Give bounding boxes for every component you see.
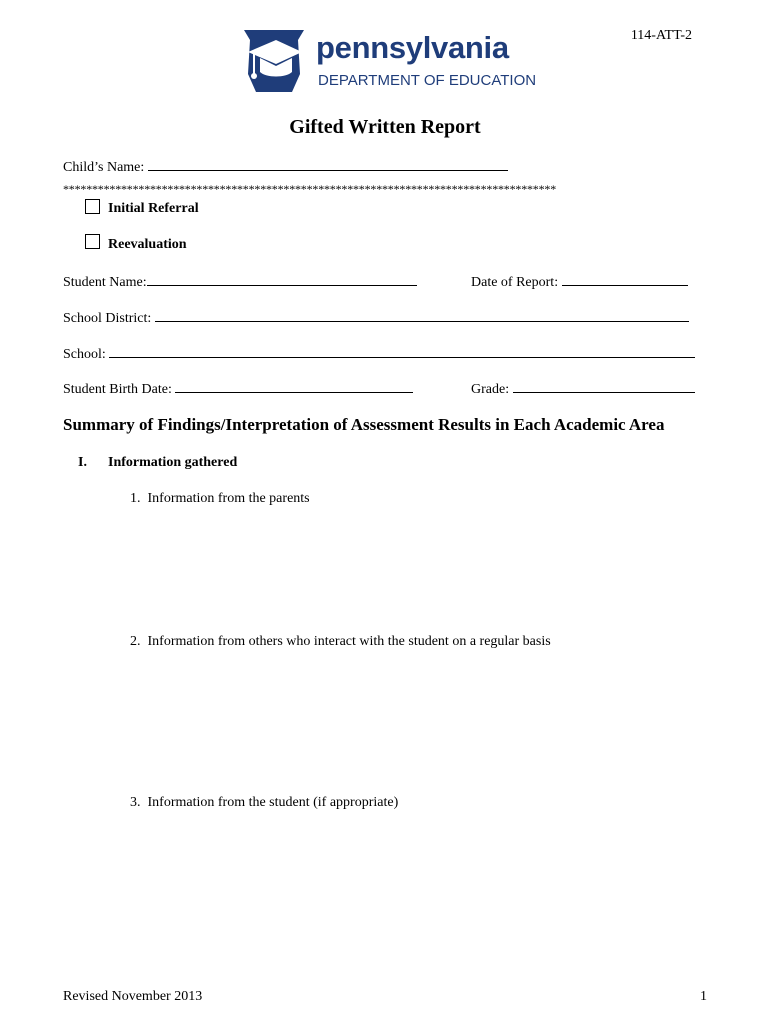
student-birth-date-line[interactable] (175, 379, 413, 393)
school-district-field[interactable] (63, 308, 689, 327)
initial-referral-label: Initial Referral (108, 201, 199, 216)
reevaluation-checkbox[interactable] (85, 234, 100, 249)
student-name-line[interactable] (147, 272, 417, 286)
revised-date: Revised November 2013 (63, 989, 203, 1004)
student-name-field[interactable] (63, 272, 417, 291)
separator-row: ************************************************************************************* (63, 182, 557, 196)
school-label: School: (63, 347, 106, 362)
list-item: 3. Information from the student (if appropriate) (130, 795, 399, 810)
grade-line[interactable] (513, 379, 695, 393)
page-title: Gifted Written Report (289, 116, 481, 138)
childs-name-field[interactable] (63, 157, 508, 176)
date-of-report-line[interactable] (562, 272, 688, 286)
page-number: 1 (700, 989, 707, 1004)
reevaluation-label: Reevaluation (108, 237, 187, 252)
childs-name-label: Child’s Name: (63, 160, 145, 175)
school-line[interactable] (109, 344, 695, 358)
student-birth-date-label: Student Birth Date: (63, 382, 172, 397)
section-title: Information gathered (108, 455, 238, 470)
grade-label: Grade: (471, 382, 510, 397)
initial-referral-checkbox[interactable] (85, 199, 100, 214)
grade-field[interactable] (471, 379, 695, 398)
keystone-graduation-cap-icon (238, 28, 310, 100)
childs-name-line[interactable] (148, 157, 508, 171)
list-item: 1. Information from the parents (130, 491, 310, 506)
section-numeral: I. (78, 455, 87, 470)
school-district-line[interactable] (155, 308, 689, 322)
school-district-label: School District: (63, 311, 152, 326)
form-code: 114-ATT-2 (630, 28, 692, 43)
pa-education-logo: pennsylvania DEPARTMENT OF EDUCATION (238, 28, 538, 100)
date-of-report-field[interactable] (471, 272, 688, 291)
summary-heading: Summary of Findings/Interpretation of Assessment Results in Each Academic Area (63, 415, 665, 434)
student-birth-date-field[interactable] (63, 379, 413, 398)
school-field[interactable] (63, 344, 695, 363)
date-of-report-label: Date of Report: (471, 275, 559, 290)
student-name-label: Student Name: (63, 275, 147, 290)
list-item: 2. Information from others who interact with the student on a regular basis (130, 634, 551, 649)
